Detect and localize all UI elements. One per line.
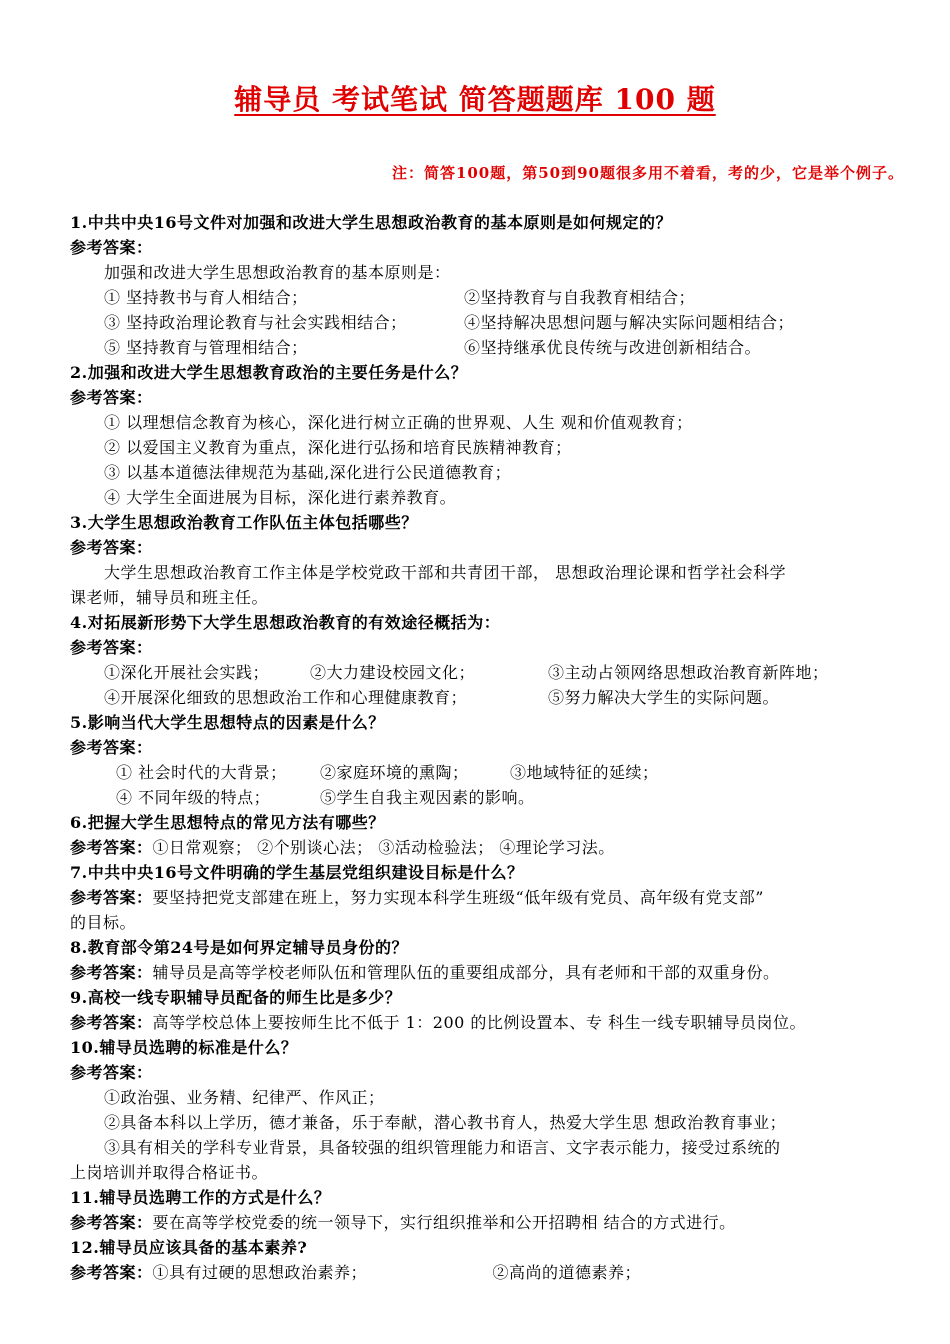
- answer-line: [70, 1210, 910, 1235]
- question-12: 12.辅导员应该具备的基本素养?: [70, 1238, 308, 1257]
- document-body: [70, 210, 910, 1285]
- answer-text: 上岗培训并取得合格证书。: [70, 1163, 269, 1182]
- answer-item: ②家庭环境的熏陶；: [320, 763, 469, 782]
- answer-line: [70, 835, 910, 860]
- answer-item: ①具有过硬的思想政治素养；: [152, 1263, 368, 1282]
- question-1: 1.中共中央16号文件对加强和改进大学生思想政治教育的基本原则是如何规定的？: [70, 213, 672, 232]
- answer-row: [70, 760, 910, 785]
- answer-item: ①深化开展社会实践；: [104, 663, 270, 682]
- answer-line: [70, 960, 910, 985]
- answer-item: ④开展深化细致的思想政治工作和心理健康教育；: [104, 688, 468, 707]
- answer-item: ⑤学生自我主观因素的影响。: [320, 788, 535, 807]
- question-2: 2.加强和改进大学生思想教育政治的主要任务是什么？: [70, 363, 468, 382]
- answer-item: ③ 以基本道德法律规范为基础,深化进行公民道德教育；: [104, 463, 512, 482]
- answer-text: 辅导员是高等学校老师队伍和管理队伍的重要组成部分，具有老师和干部的双重身份。: [152, 963, 780, 982]
- answer-label: 参考答案：: [70, 1063, 153, 1082]
- answer-label: 参考答案：: [70, 1263, 153, 1282]
- answer-label: 参考答案：: [70, 538, 153, 557]
- answer-item: ⑤努力解决大学生的实际问题。: [548, 688, 780, 707]
- answer-text: 要坚持把党支部建在班上，努力实现本科学生班级“低年级有党员、高年级有党支部”: [152, 888, 764, 907]
- answer-label: 参考答案：: [70, 888, 153, 907]
- answer-text: 大学生思想政治教育工作主体是学校党政干部和共青团干部， 思想政治理论课和哲学社会科学: [104, 563, 787, 582]
- question-7: 7.中共中央16号文件明确的学生基层党组织建设目标是什么？: [70, 863, 524, 882]
- question-5: 5.影响当代大学生思想特点的因素是什么？: [70, 713, 385, 732]
- answer-row: [70, 685, 910, 710]
- answer-item: ①政治强、业务精、纪律严、作风正；: [104, 1088, 385, 1107]
- question-10: 10.辅导员选聘的标准是什么？: [70, 1038, 298, 1057]
- answer-item: ③主动占领网络思想政治教育新阵地；: [548, 663, 829, 682]
- answer-label: 参考答案：: [70, 638, 153, 657]
- answer-row: [70, 335, 910, 360]
- answer-line: [70, 1010, 910, 1035]
- answer-row: [70, 785, 910, 810]
- answer-item: ③具有相关的学科专业背景，具备较强的组织管理能力和语言、文字表示能力，接受过系统的: [104, 1138, 781, 1157]
- answer-item: ① 以理想信念教育为核心，深化进行树立正确的世界观、人生 观和价值观教育；: [104, 413, 693, 432]
- answer-item: ②具备本科以上学历，德才兼备，乐于奉献，潜心教书育人，热爱大学生思 想政治教育事业；: [104, 1113, 787, 1132]
- answer-item: ②大力建设校园文化；: [310, 663, 476, 682]
- answer-item: ④坚持解决思想问题与解决实际问题相结合；: [464, 313, 795, 332]
- answer-label: 参考答案：: [70, 963, 153, 982]
- answer-item: ⑤ 坚持教育与管理相结合；: [104, 338, 308, 357]
- answer-line: [70, 885, 910, 910]
- answer-label: 参考答案：: [70, 238, 153, 257]
- answer-row: [70, 285, 910, 310]
- answer-text: 要在高等学校党委的统一领导下，实行组织推举和公开招聘相 结合的方式进行。: [152, 1213, 736, 1232]
- answer-item: ②高尚的道德素养；: [492, 1263, 642, 1282]
- answer-text: 加强和改进大学生思想政治教育的基本原则是：: [104, 263, 451, 282]
- question-3: 3.大学生思想政治教育工作队伍主体包括哪些？: [70, 513, 418, 532]
- answer-label: 参考答案：: [70, 388, 153, 407]
- answer-text: 的目标。: [70, 913, 137, 932]
- question-8: 8.教育部令第24号是如何界定辅导员身份的？: [70, 938, 408, 957]
- answer-item: ② 以爱国主义教育为重点，深化进行弘扬和培育民族精神教育；: [104, 438, 572, 457]
- answer-text: ①日常观察； ②个别谈心法； ③活动检验法； ④理论学习法。: [152, 838, 615, 857]
- answer-item: ① 社会时代的大背景；: [116, 763, 287, 782]
- answer-row: [70, 310, 910, 335]
- question-6: 6.把握大学生思想特点的常见方法有哪些？: [70, 813, 385, 832]
- answer-item: ②坚持教育与自我教育相结合；: [464, 288, 696, 307]
- question-9: 9.高校一线专职辅导员配备的师生比是多少？: [70, 988, 402, 1007]
- question-11: 11.辅导员选聘工作的方式是什么？: [70, 1188, 331, 1207]
- answer-row: [70, 660, 910, 685]
- note-text: 注：简答100题，第50到90题很多用不着看，考的少，它是举个例子。: [391, 164, 904, 182]
- answer-item: ⑥坚持继承优良传统与改进创新相结合。: [464, 338, 762, 357]
- answer-text: 高等学校总体上要按师生比不低于 1：200 的比例设置本、专 科生一线专职辅导员岗位。: [152, 1013, 806, 1032]
- answer-text: 课老师，辅导员和班主任。: [70, 588, 269, 607]
- answer-label: 参考答案：: [70, 738, 153, 757]
- answer-item: ① 坚持教书与育人相结合；: [104, 288, 308, 307]
- question-4: 4.对拓展新形势下大学生思想政治教育的有效途径概括为：: [70, 613, 501, 632]
- page-title: 辅导员 考试笔试 简答题题库 100 题: [234, 83, 716, 116]
- answer-item: ③地域特征的延续；: [510, 763, 659, 782]
- answer-label: 参考答案：: [70, 838, 153, 857]
- answer-label: 参考答案：: [70, 1213, 153, 1232]
- answer-item: ③ 坚持政治理论教育与社会实践相结合；: [104, 313, 407, 332]
- answer-line: [70, 1260, 910, 1285]
- answer-item: ④ 不同年级的特点；: [116, 788, 271, 807]
- answer-label: 参考答案：: [70, 1013, 153, 1032]
- answer-item: ④ 大学生全面进展为目标，深化进行素养教育。: [104, 488, 457, 507]
